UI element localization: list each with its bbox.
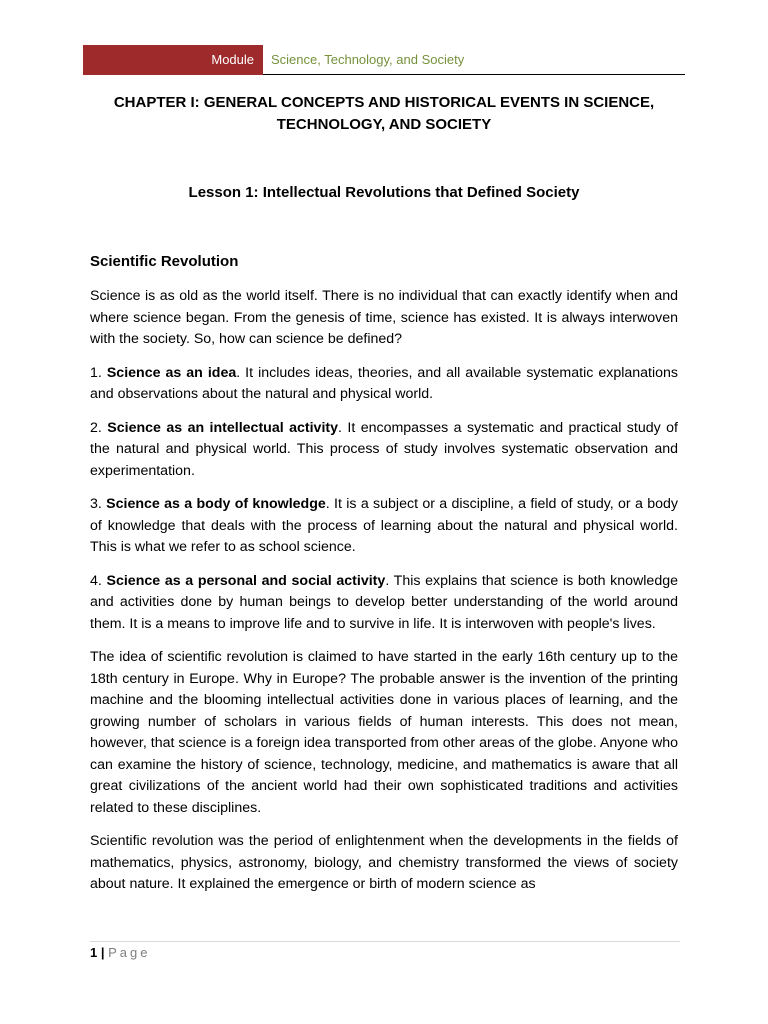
definition-term: Science as a body of knowledge [106,496,326,512]
course-title: Science, Technology, and Society [271,52,465,67]
document-body [90,92,678,896]
enlightenment-paragraph: Scientific revolution was the period of enlightenment when the developments in the fields of mathematics, physics, astronomy, biology, and chemistry transformed the views of society about nature. It explained the emergence or birth of modern science as [90,833,678,892]
chapter-title-line-1: CHAPTER I: GENERAL CONCEPTS AND HISTORICAL EVENTS IN SCIENCE, [113,94,655,111]
page-number: 1 [90,945,98,960]
definition-term: Science as an idea [106,364,237,381]
section-heading: Scientific Revolution [90,253,239,270]
lesson-title: Lesson 1: Intellectual Revolutions that Defined Society [188,184,580,201]
revolution-paragraph: The idea of scientific revolution is claimed to have started in the early 16th century up to the 18th century in Europe. Why in Europe? The probable answer is the invention of the printing machine and the blooming intellectual activities done in various places of learning, and the growing number of scholars in various fields of human interests. This does not mean, however, that science is a foreign idea transported from other areas of the globe. Anyone who can examine the history of science, technology, medicine, and mathematics is aware that all great civilizations of the ancient world had their own sophisticated traditions and activities related to these disciplines. [90,649,678,816]
page-label: Page [108,945,151,960]
definition-item [90,363,678,406]
page-footer [90,944,151,962]
footer-separator: | [100,945,105,960]
definition-number: 3. [90,496,107,512]
footer-divider [90,941,680,942]
definition-item [90,571,678,636]
definition-text: . It is a subject or a discipline, a field of study, or a body of knowledge that deals with the process of learning about the natural and physical world. This is what we refer to as school science. [90,496,678,555]
definition-text: . It encompasses a systematic and practical study of the natural and physical world. This process of study involves systematic observation and experimentation. [90,419,678,479]
header-divider [263,74,685,75]
definition-number: 2. [90,419,108,436]
definition-term: Science as a personal and social activity [106,572,386,589]
definition-number: 1. [90,364,107,381]
definition-number: 4. [90,572,107,589]
definition-text: . It includes ideas, theories, and all available systematic explanations and observations about the natural and physical world. [90,364,679,402]
definition-text: . This explains that science is both knowledge and activities done by human beings to develop better understanding of the world around them. It is a means to improve life and to survive in life. It is interwoven with people's lives. [90,572,678,632]
definition-item [90,494,678,559]
chapter-title-line-2: TECHNOLOGY, AND SOCIETY [276,116,492,133]
intro-paragraph: Science is as old as the world itself. There is no individual that can exactly identify when and where science began. From the genesis of time, science has existed. It is always interwoven with the society. So, how can science be defined? [90,288,678,347]
page-header [83,45,685,75]
module-label: Module [83,45,263,75]
definition-item [90,418,678,483]
definition-term: Science as an intellectual activity [107,419,338,436]
chapter-title [90,92,678,136]
